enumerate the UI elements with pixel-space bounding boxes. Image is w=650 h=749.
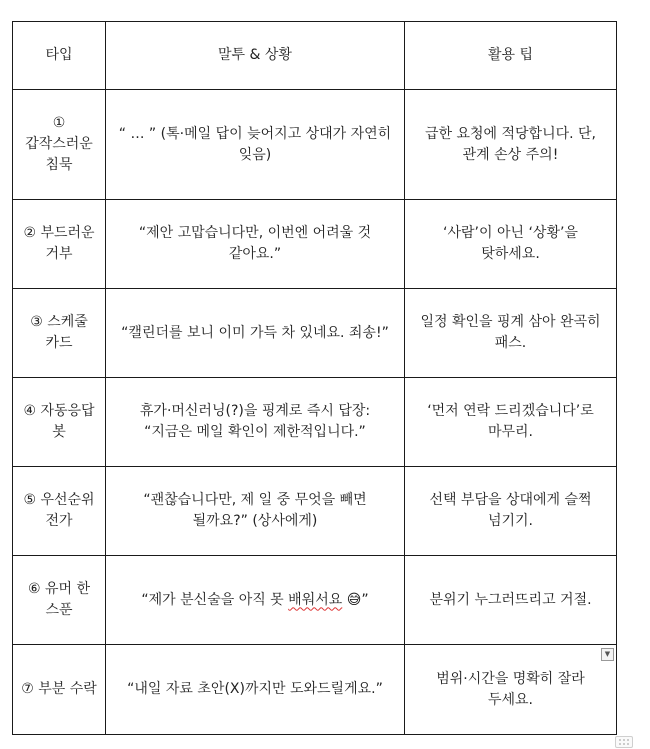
chevron-down-icon[interactable]: ▼: [601, 648, 614, 661]
phrase-text: “제가 분신술을 아직 못: [141, 591, 289, 608]
phrase-emoji-text: 😅”: [342, 591, 369, 608]
type-cell[interactable]: ⑦ 부분 수락: [13, 645, 106, 735]
type-cell[interactable]: ② 부드러운 거부: [13, 200, 106, 289]
spellcheck-marked-word[interactable]: 배워서요: [288, 591, 343, 608]
phrase-cell[interactable]: “제안 고맙습니다만, 이번엔 어려울 것 같아요.”: [106, 200, 405, 289]
tip-cell[interactable]: 일정 확인을 핑계 삼아 완곡히 패스.: [405, 289, 617, 378]
table-row: [13, 90, 617, 200]
tip-cell[interactable]: ‘먼저 연락 드리겠습니다’로 마무리.: [405, 378, 617, 467]
table-row: [13, 556, 617, 645]
tip-cell[interactable]: 분위기 누그러뜨리고 거절.: [405, 556, 617, 645]
phrase-cell[interactable]: “괜찮습니다만, 제 일 중 무엇을 빼면 될까요?” (상사에게): [106, 467, 405, 556]
table-row: [13, 289, 617, 378]
table-row: [13, 200, 617, 289]
phrase-cell[interactable]: [106, 378, 405, 467]
table-row: [13, 378, 617, 467]
phrase-line: 휴가·머신러닝(?)을 핑계로 즉시 답장:: [139, 403, 371, 419]
phrase-cell[interactable]: “ … ” (톡·메일 답이 늦어지고 상대가 자연히 잊음): [106, 90, 405, 200]
header-type[interactable]: 타입: [13, 22, 106, 90]
document-table: [12, 21, 617, 735]
phrase-cell[interactable]: “캘린더를 보니 이미 가득 차 있네요. 죄송!”: [106, 289, 405, 378]
type-cell[interactable]: ① 갑작스러운 침묵: [13, 90, 106, 200]
table-row: [13, 467, 617, 556]
tip-cell-active[interactable]: [405, 645, 617, 735]
drag-handle-icon[interactable]: [615, 736, 633, 748]
table-row: [13, 645, 617, 735]
phrase-line: “지금은 메일 확인이 제한적입니다.”: [144, 424, 366, 440]
tip-cell[interactable]: 선택 부담을 상대에게 슬쩍 넘기기.: [405, 467, 617, 556]
tip-cell[interactable]: ‘사람’이 아닌 ‘상황’을 탓하세요.: [405, 200, 617, 289]
type-cell[interactable]: ④ 자동응답 봇: [13, 378, 106, 467]
phrase-cell[interactable]: [106, 556, 405, 645]
table-header-row: [13, 22, 617, 90]
tip-text: 범위·시간을 명확히 잘라 두세요.: [436, 670, 585, 708]
header-phrase-situation[interactable]: 말투 & 상황: [106, 22, 405, 90]
type-cell[interactable]: ⑤ 우선순위 전가: [13, 467, 106, 556]
type-cell[interactable]: ③ 스케줄 카드: [13, 289, 106, 378]
tip-cell[interactable]: 급한 요청에 적당합니다. 단, 관계 손상 주의!: [405, 90, 617, 200]
header-tip[interactable]: 활용 팁: [405, 22, 617, 90]
phrase-cell[interactable]: “내일 자료 초안(X)까지만 도와드릴게요.”: [106, 645, 405, 735]
type-cell[interactable]: ⑥ 유머 한 스푼: [13, 556, 106, 645]
